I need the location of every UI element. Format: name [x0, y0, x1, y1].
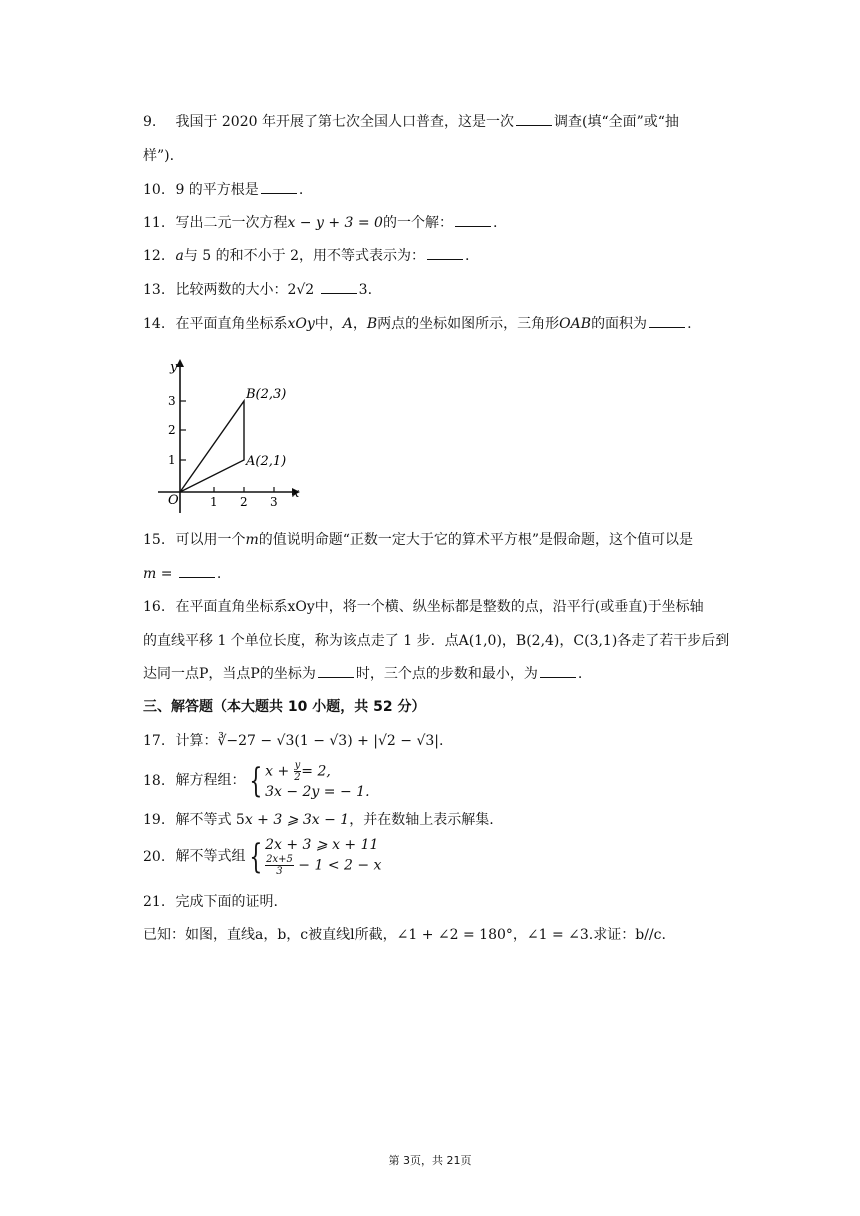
question-number: 12.	[143, 248, 166, 264]
x-tick-label: 2	[240, 495, 248, 509]
question-text: 解不等式 5	[175, 812, 245, 828]
separator: ，	[352, 316, 367, 332]
question-text: 我国于 2020 年开展了第七次全国人口普查，这是一次	[175, 114, 514, 130]
point-b-label: B(2,3)	[246, 387, 287, 402]
question-text: .	[687, 316, 692, 332]
denominator: 3	[276, 866, 283, 877]
equation-part: x +	[265, 763, 294, 780]
question-11	[143, 213, 497, 233]
question-text: 的一个解：	[382, 215, 453, 231]
question-16	[143, 597, 704, 617]
expression: ∛−27 − √3(1 − √3) + |√2 − √3|.	[217, 733, 444, 749]
question-number: 21.	[143, 894, 166, 910]
question-text: 计算：	[175, 733, 218, 749]
y-tick-label: 2	[168, 423, 176, 437]
numerator: y	[294, 760, 301, 771]
question-20	[143, 836, 381, 877]
question-text: 可以用一个	[175, 532, 246, 548]
question-number: 10.	[143, 182, 166, 198]
question-text: 的值说明命题“正数一定大于它的算术平方根”是假命题，这个值可以是	[258, 532, 694, 548]
answer-blank	[321, 281, 357, 294]
question-number: 16.	[143, 599, 166, 615]
question-text: 中，	[314, 316, 343, 332]
inequality-1: 2x + 3 ⩾ x + 11	[265, 837, 379, 853]
point-a: A	[342, 316, 353, 332]
coordinate-graph	[150, 355, 310, 515]
answer-blank	[261, 181, 297, 194]
question-21	[143, 892, 278, 912]
question-text: 的面积为	[591, 316, 648, 332]
equation: x − y + 3 = 0	[287, 215, 383, 231]
question-number: 20.	[143, 848, 166, 865]
question-text: .	[492, 215, 498, 231]
question-text: 3.	[358, 282, 373, 298]
question-number: 17.	[143, 733, 166, 749]
question-13	[143, 280, 372, 300]
question-text: 写出二元一次方程	[175, 215, 288, 231]
point-b: B	[366, 316, 378, 332]
question-9-cont	[143, 146, 174, 166]
question-number: 19.	[143, 812, 166, 828]
origin-label: O	[168, 493, 179, 508]
inequality-2	[265, 854, 381, 877]
equation-1	[265, 760, 369, 783]
question-text: 完成下面的证明.	[175, 894, 278, 910]
question-text: 在平面直角坐标系xOy中，将一个横、纵坐标都是整数的点，沿平行(或垂直)于坐标轴	[175, 599, 704, 615]
question-10	[143, 180, 303, 200]
triangle-name: OAB	[559, 316, 592, 332]
question-12	[143, 246, 469, 266]
question-text: .	[216, 566, 222, 582]
question-text: 的直线平移 1 个单位长度，称为该点走了 1 步．点A(1,0)，B(2,4)，C(3,1)各走了若干步后到	[143, 633, 730, 649]
question-text: 时，三个点的步数和最小，为	[355, 666, 538, 682]
fraction	[265, 854, 294, 877]
question-17	[143, 731, 443, 751]
answer-blank	[179, 565, 215, 578]
y-tick-label: 1	[168, 453, 176, 467]
question-number: 14.	[143, 316, 166, 332]
inequality: x + 3 ⩾ 3x − 1	[244, 812, 350, 828]
brace: {	[249, 836, 263, 877]
question-15	[143, 530, 693, 550]
question-text: 9 的平方根是	[175, 182, 259, 198]
inequality-part: − 1 < 2 − x	[298, 857, 382, 874]
section-heading: 三、解答题（本大题共 10 小题，共 52 分）	[143, 699, 426, 715]
denominator: 2	[294, 772, 301, 783]
question-text: .	[577, 666, 583, 682]
question-text: 调查(填“全面”或“抽	[553, 114, 679, 130]
x-tick-label: 3	[270, 495, 278, 509]
brace: {	[249, 760, 263, 801]
answer-blank	[540, 665, 576, 678]
equation-system	[265, 760, 369, 801]
answer-blank	[455, 214, 491, 227]
question-text: .	[464, 248, 470, 264]
question-number: 13.	[143, 282, 166, 298]
question-text: 解不等式组	[175, 848, 246, 865]
question-19	[143, 810, 494, 830]
question-text: 在平面直角坐标系	[175, 316, 288, 332]
question-number: 18.	[143, 772, 166, 789]
question-text: 与 5 的和不小于 2，用不等式表示为：	[183, 248, 425, 264]
question-15-cont	[143, 564, 221, 584]
equation-part: = 2,	[301, 763, 331, 780]
question-number: 15.	[143, 532, 166, 548]
question-text: 比较两数的大小：2√2	[175, 282, 315, 298]
triangle-oab	[180, 401, 244, 492]
y-axis-label: y	[170, 360, 178, 375]
question-text: 两点的坐标如图所示，三角形	[377, 316, 560, 332]
question-9	[143, 112, 679, 132]
question-text: 样”).	[143, 148, 175, 164]
x-axis-label: x	[292, 486, 300, 501]
equation: m =	[143, 566, 177, 582]
inequality-system	[265, 836, 381, 877]
question-14	[143, 314, 692, 334]
answer-blank	[516, 113, 552, 126]
given-statement: 已知：如图，直线a，b，c被直线l所截，∠1 + ∠2 = 180°，∠1 = ∠3.求证：b//c.	[143, 927, 666, 943]
variable: m	[245, 532, 259, 548]
answer-blank	[427, 247, 463, 260]
variable: a	[175, 248, 184, 264]
question-number: 11.	[143, 215, 166, 231]
x-tick-label: 1	[210, 495, 218, 509]
answer-blank	[318, 665, 354, 678]
question-number: 9.	[143, 114, 157, 130]
equation-2: 3x − 2y = − 1.	[265, 784, 370, 800]
question-16-line2	[143, 631, 729, 651]
question-text: ，并在数轴上表示解集.	[349, 812, 494, 828]
question-16-line3	[143, 664, 582, 684]
y-tick-label: 3	[168, 394, 176, 408]
answer-blank	[649, 315, 685, 328]
question-text: 解方程组：	[175, 772, 246, 789]
question-18	[143, 760, 370, 801]
question-text: 达同一点P，当点P的坐标为	[143, 666, 316, 682]
page-footer: 第 3页，共 21页	[388, 1154, 472, 1167]
numerator: 2x+5	[266, 854, 293, 865]
coordinate-system: xOy	[287, 316, 315, 332]
question-text: .	[298, 182, 304, 198]
point-a-label: A(2,1)	[246, 454, 287, 469]
